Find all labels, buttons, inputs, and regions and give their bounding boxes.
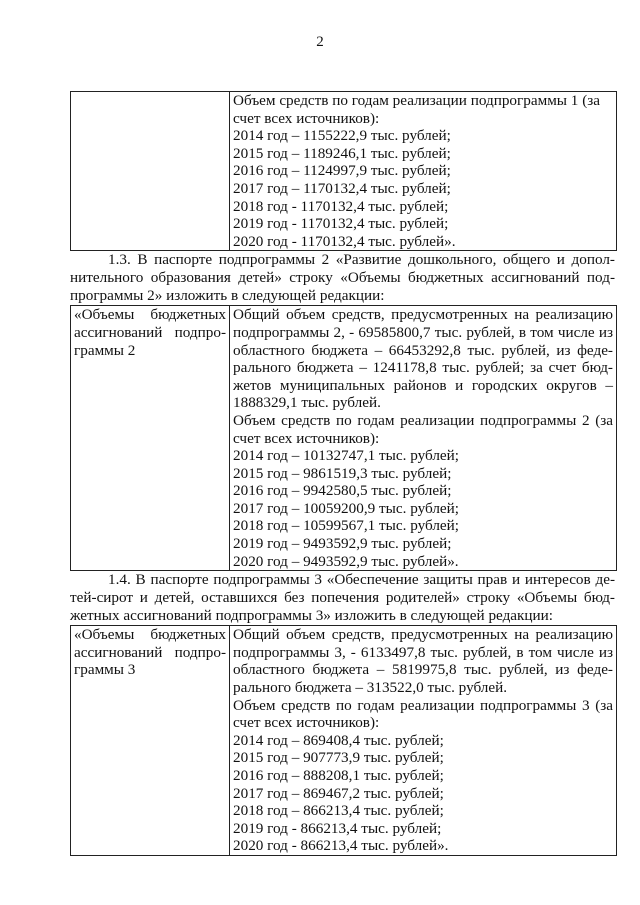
table-line: 2020 год - 1170132,4 тыс. рублей». — [233, 232, 456, 250]
table-value-cell — [230, 306, 617, 571]
table-line: 2014 год – 10132747,1 тыс. рублей; — [233, 447, 460, 465]
table-line: Объем средств по годам реализации подпрограммы 1 (за — [233, 92, 600, 109]
table-line: Общий объем средств, предусмотренных на реализацию — [233, 306, 613, 324]
paragraph-line: программы 2» изложить в следующей редакции: — [70, 287, 385, 305]
paragraph-1-3 — [70, 251, 615, 305]
page-number: 2 — [316, 34, 324, 50]
paragraph-line: жетных ассигнований подпрограммы 3» изложить в следующей редакции: — [70, 607, 554, 625]
table-line: 2020 год – 9493592,9 тыс. рублей». — [233, 552, 459, 570]
table-label-cell — [71, 626, 230, 856]
label-line: «Объемы бюджетных — [74, 306, 226, 324]
label-line: граммы 3 — [74, 661, 136, 679]
table-label-cell — [71, 306, 230, 571]
table-label-cell — [71, 92, 230, 251]
table-line: 2017 год – 10059200,9 тыс. рублей; — [233, 499, 460, 517]
table-line: 2019 год – 9493592,9 тыс. рублей; — [233, 535, 452, 553]
table-line: рального бюджета – 313522,0 тыс. рублей. — [233, 679, 508, 697]
paragraph-line: тей-сирот и детей, оставшихся без попечения родителей» строку «Объемы бюд- — [70, 589, 615, 607]
table-line: 2018 год – 866213,4 тыс. рублей; — [233, 802, 444, 820]
table-line: 2014 год – 1155222,9 тыс. рублей; — [233, 127, 451, 145]
label-line: «Объемы бюджетных — [74, 626, 226, 644]
paragraph-line: 1.4. В паспорте подпрограммы 3 «Обеспечение защиты прав и интересов де- — [108, 571, 615, 589]
table-line: Общий объем средств, предусмотренных на реализацию — [233, 626, 613, 644]
table-line: счет всех источников): — [233, 714, 380, 732]
table-line: 2019 год - 1170132,4 тыс. рублей; — [233, 215, 449, 233]
table-line: 2016 год – 1124997,9 тыс. рублей; — [233, 162, 451, 180]
table-line: счет всех источников): — [233, 109, 380, 127]
table-line: жетов муниципальных районов и городских округов – — [233, 376, 613, 394]
table-line: 2018 год - 1170132,4 тыс. рублей; — [233, 197, 449, 215]
table-line: Объем средств по годам реализации подпрограммы 3 (за — [233, 696, 613, 714]
table-line: 2016 год – 888208,1 тыс. рублей; — [233, 767, 444, 784]
table-line: 2017 год – 1170132,4 тыс. рублей; — [233, 179, 451, 197]
table-line: 2020 год - 866213,4 тыс. рублей». — [233, 837, 449, 855]
table-line: областного бюджета – 5819975,8 тыс. рублей, из феде- — [233, 661, 613, 679]
table-line: 2015 год – 907773,9 тыс. рублей; — [233, 749, 444, 767]
table-line: 2015 год – 1189246,1 тыс. рублей; — [233, 144, 451, 162]
paragraph-1-4 — [70, 571, 615, 625]
paragraph-line: 1.3. В паспорте подпрограммы 2 «Развитие дошкольного, общего и допол- — [108, 251, 615, 269]
table-line: 1888329,1 тыс. рублей. — [233, 394, 381, 412]
table-line: подпрограммы 3, - 6133497,8 тыс. рублей, в том числе из — [233, 643, 613, 661]
label-line: граммы 2 — [74, 341, 136, 359]
table-line: 2016 год – 9942580,5 тыс. рублей; — [233, 482, 452, 500]
table-line: Объем средств по годам реализации подпрограммы 2 (за — [233, 411, 613, 429]
document-body — [70, 91, 615, 856]
table-line: рального бюджета – 1241178,8 тыс. рублей; за счет бюд- — [233, 359, 613, 377]
label-line: ассигнований подпро- — [74, 323, 226, 341]
subprogram-2-budget-table — [70, 305, 617, 571]
table-line: 2015 год – 9861519,3 тыс. рублей; — [233, 464, 452, 482]
table-value-cell — [230, 626, 617, 856]
subprogram-3-budget-table — [70, 625, 617, 856]
table-line: подпрограммы 2, - 69585800,7 тыс. рублей, в том числе из — [233, 323, 613, 341]
table-line: 2019 год - 866213,4 тыс. рублей; — [233, 819, 442, 837]
table-line: областного бюджета – 66453292,8 тыс. рублей, из феде- — [233, 341, 613, 359]
table-value-cell — [230, 92, 617, 251]
paragraph-line: нительного образования детей» строку «Объемы бюджетных ассигнований под- — [70, 269, 615, 287]
table-line: 2014 год – 869408,4 тыс. рублей; — [233, 731, 444, 749]
label-line: ассигнований подпро- — [74, 643, 226, 661]
subprogram-1-budget-table — [70, 91, 617, 251]
table-line: 2017 год – 869467,2 тыс. рублей; — [233, 784, 444, 802]
table-line: 2018 год – 10599567,1 тыс. рублей; — [233, 517, 460, 535]
table-line: счет всех источников): — [233, 429, 380, 447]
